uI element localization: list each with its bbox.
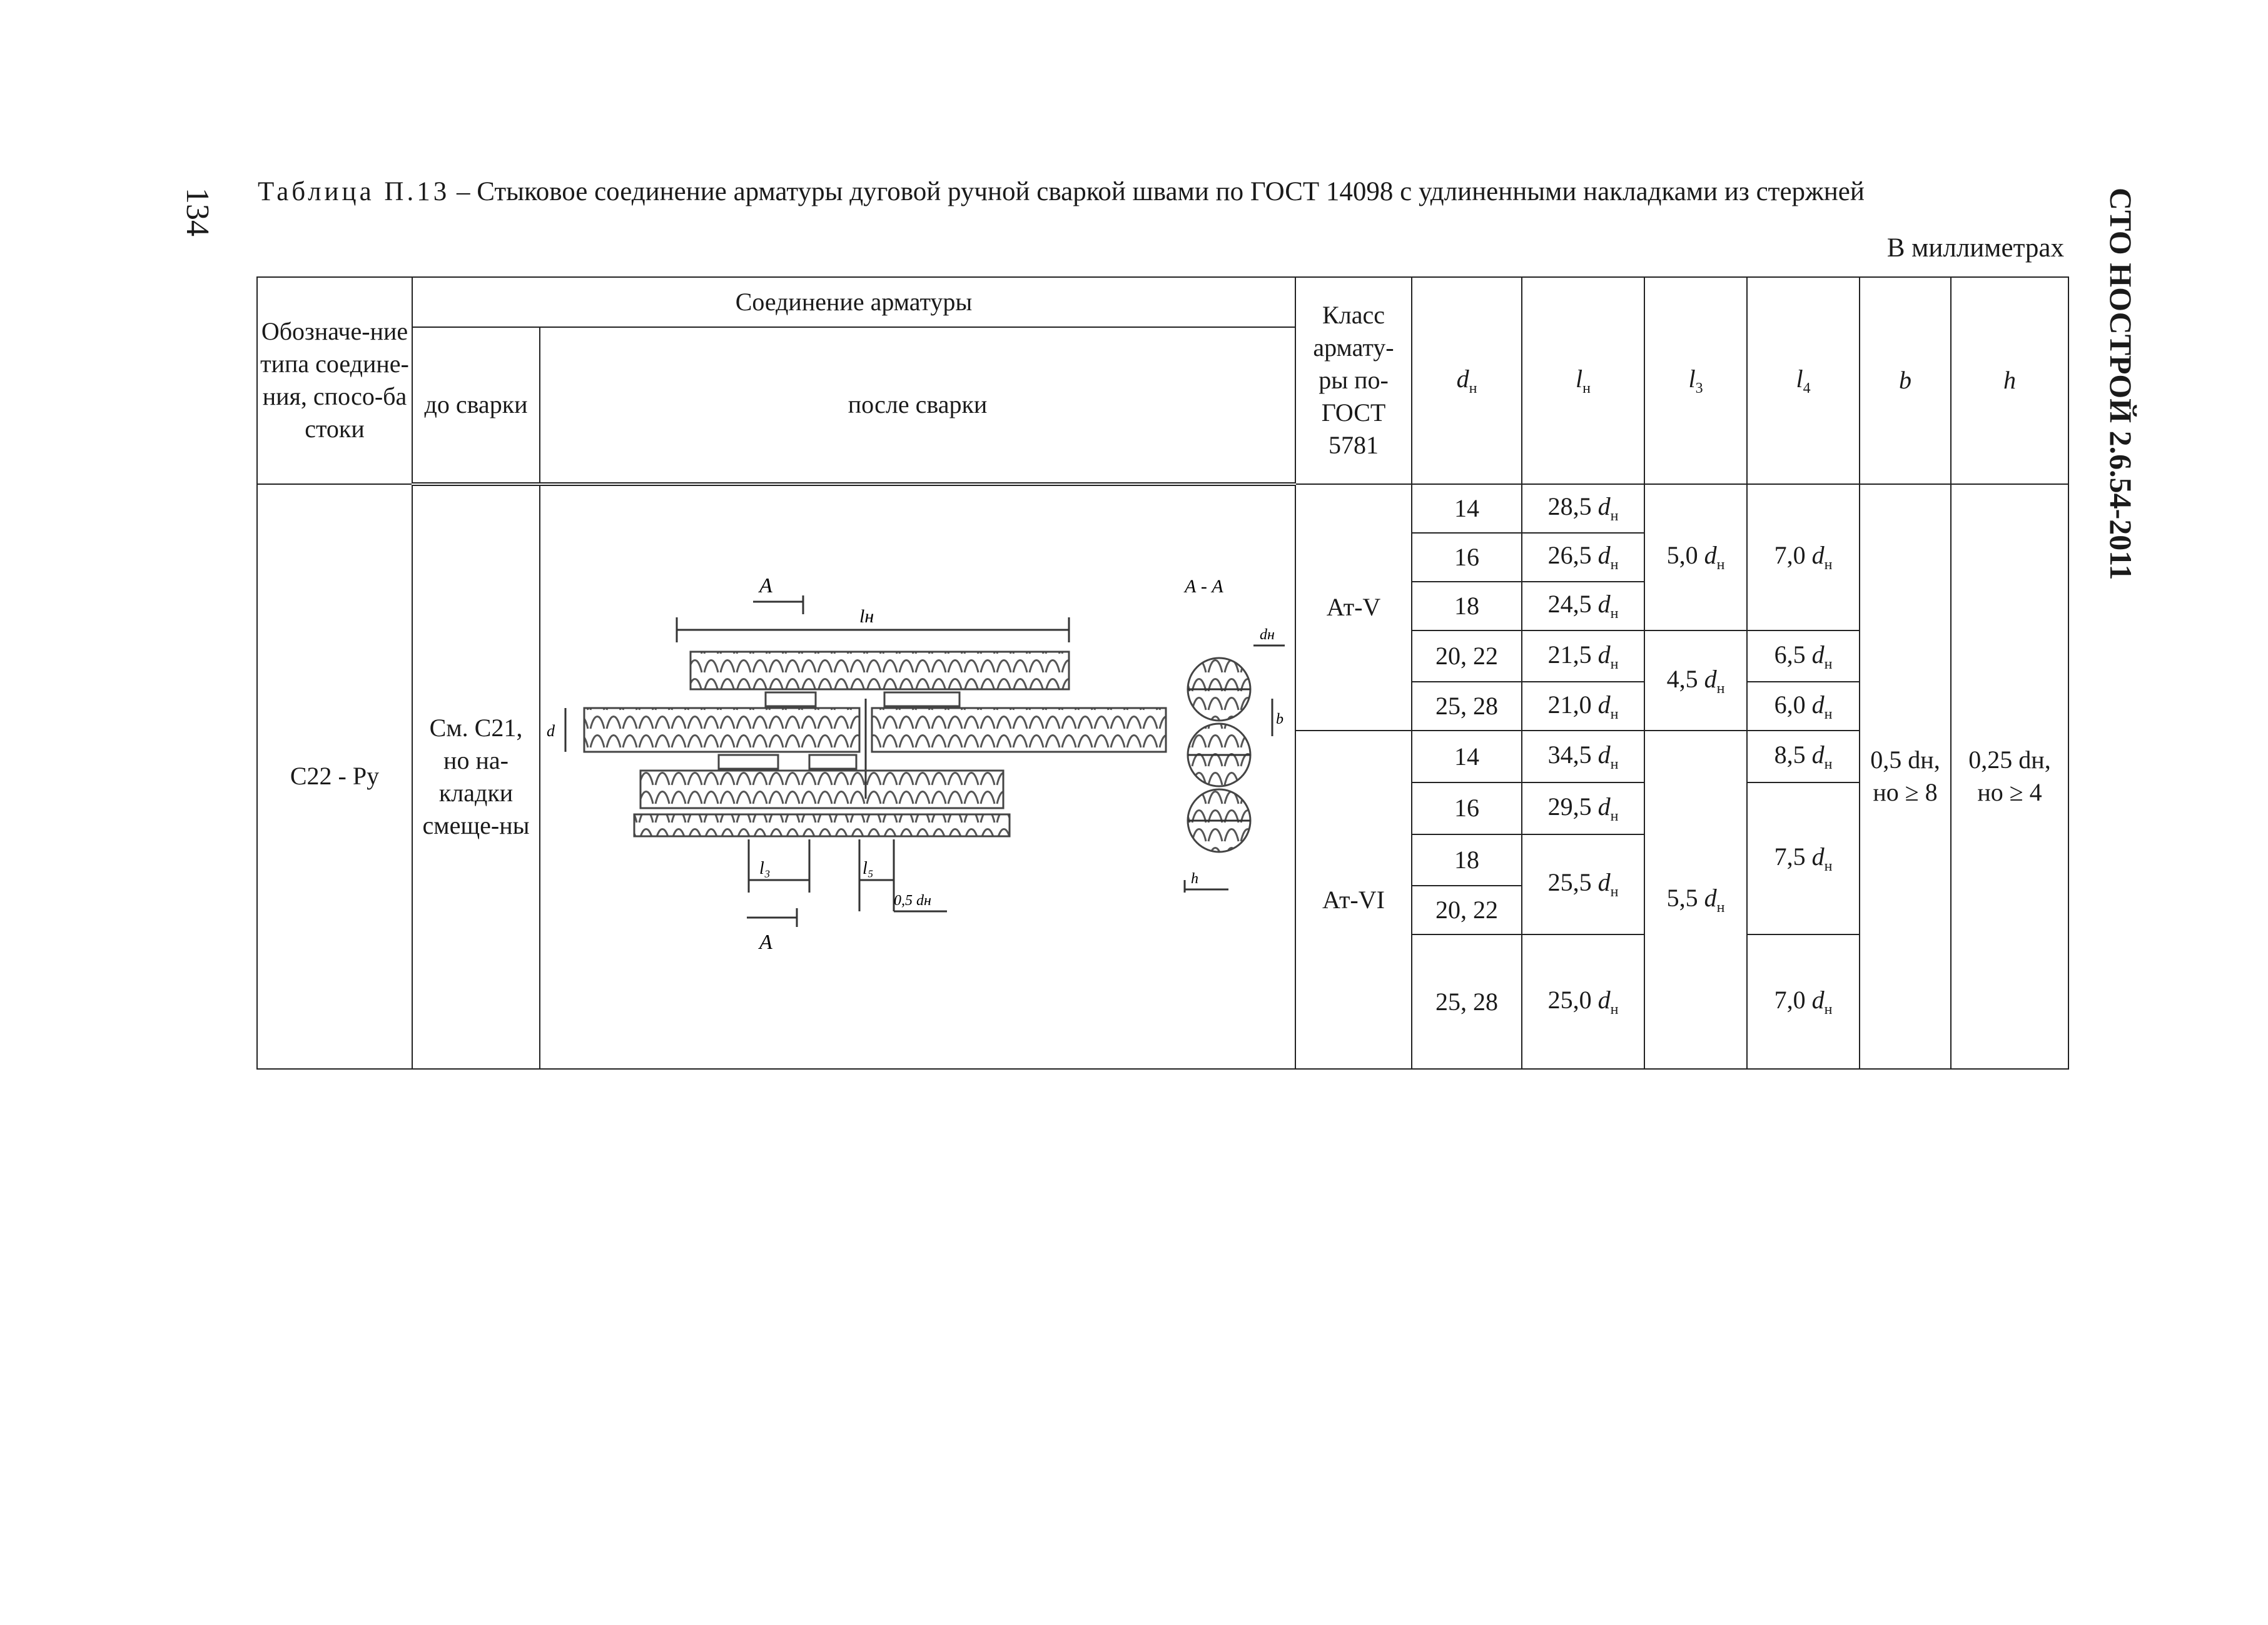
at5-l4-b2: 6,0 $d_н$ — [1747, 682, 1860, 731]
weld-drawing — [540, 486, 1295, 1068]
header-h: h — [1951, 277, 2068, 484]
at5-ln-4: 21,5 $d_н$ — [1522, 630, 1644, 682]
at6-d-1: 14 — [1412, 731, 1522, 782]
weld-joint-table — [256, 276, 2069, 1070]
b-label: b — [1276, 711, 1283, 728]
d-label: d — [547, 722, 555, 741]
class-at-v: Ат-V — [1295, 484, 1412, 731]
class-at-vi: Ат-VI — [1295, 731, 1412, 1069]
dh-label: dн — [1260, 627, 1275, 644]
table-caption — [258, 176, 2072, 207]
weld-drawing-cell — [540, 484, 1295, 1069]
at5-d-2: 16 — [1412, 533, 1522, 582]
at6-d-4: 20, 22 — [1412, 886, 1522, 934]
caption-text: – Стыковое соединение арматуры дуговой ручной сваркой швами по ГОСТ 14098 с удлиненными накладками из стержней — [450, 177, 1865, 206]
at5-ln-5: 21,0 $d_н$ — [1522, 682, 1644, 731]
ln-label: lн — [859, 606, 874, 627]
at6-d-3: 18 — [1412, 834, 1522, 886]
at5-d-3: 18 — [1412, 582, 1522, 630]
header-joint: Соединение арматуры — [412, 277, 1295, 327]
at5-l3-a: 5,0 $d_н$ — [1644, 484, 1747, 630]
h-label: h — [1191, 871, 1198, 888]
at6-l4-2: 7,5 $d_н$ — [1747, 782, 1860, 934]
at5-ln-2: 26,5 $d_н$ — [1522, 533, 1644, 582]
header-class: Класс армату-ры по-ГОСТ 5781 — [1295, 277, 1412, 484]
at5-l4-b1: 6,5 $d_н$ — [1747, 630, 1860, 682]
at5-l3-b: 4,5 $d_н$ — [1644, 630, 1747, 731]
header-after: после сварки — [540, 327, 1295, 483]
at6-d-5: 25, 28 — [1412, 934, 1522, 1069]
header-l3: $l_3$ — [1644, 277, 1747, 484]
at5-l4-a: 7,0 $d_н$ — [1747, 484, 1860, 630]
units-note: В миллиметрах — [1886, 233, 2064, 263]
offset-label: 0,5 dн — [894, 893, 931, 909]
header-dn: $d_н$ — [1412, 277, 1522, 484]
at6-l4-3: 7,0 $d_н$ — [1747, 934, 1860, 1069]
section-mark-bottom: А — [759, 931, 772, 954]
document-code: СТО НОСТРОЙ 2.6.54-2011 — [2103, 188, 2139, 580]
at5-d-1: 14 — [1412, 484, 1522, 533]
at6-ln-1: 34,5 $d_н$ — [1522, 731, 1644, 782]
section-mark-top: А — [759, 574, 772, 598]
header-designation: Обозначе-ние типа соедине-ния, спосо-ба стоки — [257, 277, 412, 484]
at5-d-5: 25, 28 — [1412, 682, 1522, 731]
section-view-label: А - А — [1185, 576, 1223, 597]
at6-l3: 5,5 $d_н$ — [1644, 731, 1747, 1069]
at5-ln-3: 24,5 $d_н$ — [1522, 582, 1644, 630]
at6-ln-2: 29,5 $d_н$ — [1522, 782, 1644, 834]
at6-ln-4: 25,0 $d_н$ — [1522, 934, 1644, 1069]
header-l4: $l_4$ — [1747, 277, 1860, 484]
at5-ln-1: 28,5 $d_н$ — [1522, 484, 1644, 533]
header-b: b — [1860, 277, 1951, 484]
header-ln: $l_н$ — [1522, 277, 1644, 484]
at5-d-4: 20, 22 — [1412, 630, 1522, 682]
page-number: 134 — [180, 188, 215, 236]
l3-label: l₃ — [759, 859, 771, 879]
at6-l4-1: 8,5 $d_н$ — [1747, 731, 1860, 782]
row-before: См. С21, но на-кладки смеще-ны — [412, 484, 540, 1069]
row-designation: С22 - Ру — [257, 484, 412, 1069]
header-before: до сварки — [412, 327, 540, 483]
l5-label: l₅ — [863, 859, 874, 879]
h-value: 0,25 dн, но ≥ 4 — [1951, 484, 2068, 1069]
at6-ln-3: 25,5 $d_н$ — [1522, 834, 1644, 935]
caption-label: Таблица П.13 — [258, 177, 450, 206]
b-value: 0,5 dн, но ≥ 8 — [1860, 484, 1951, 1069]
at6-d-2: 16 — [1412, 782, 1522, 834]
